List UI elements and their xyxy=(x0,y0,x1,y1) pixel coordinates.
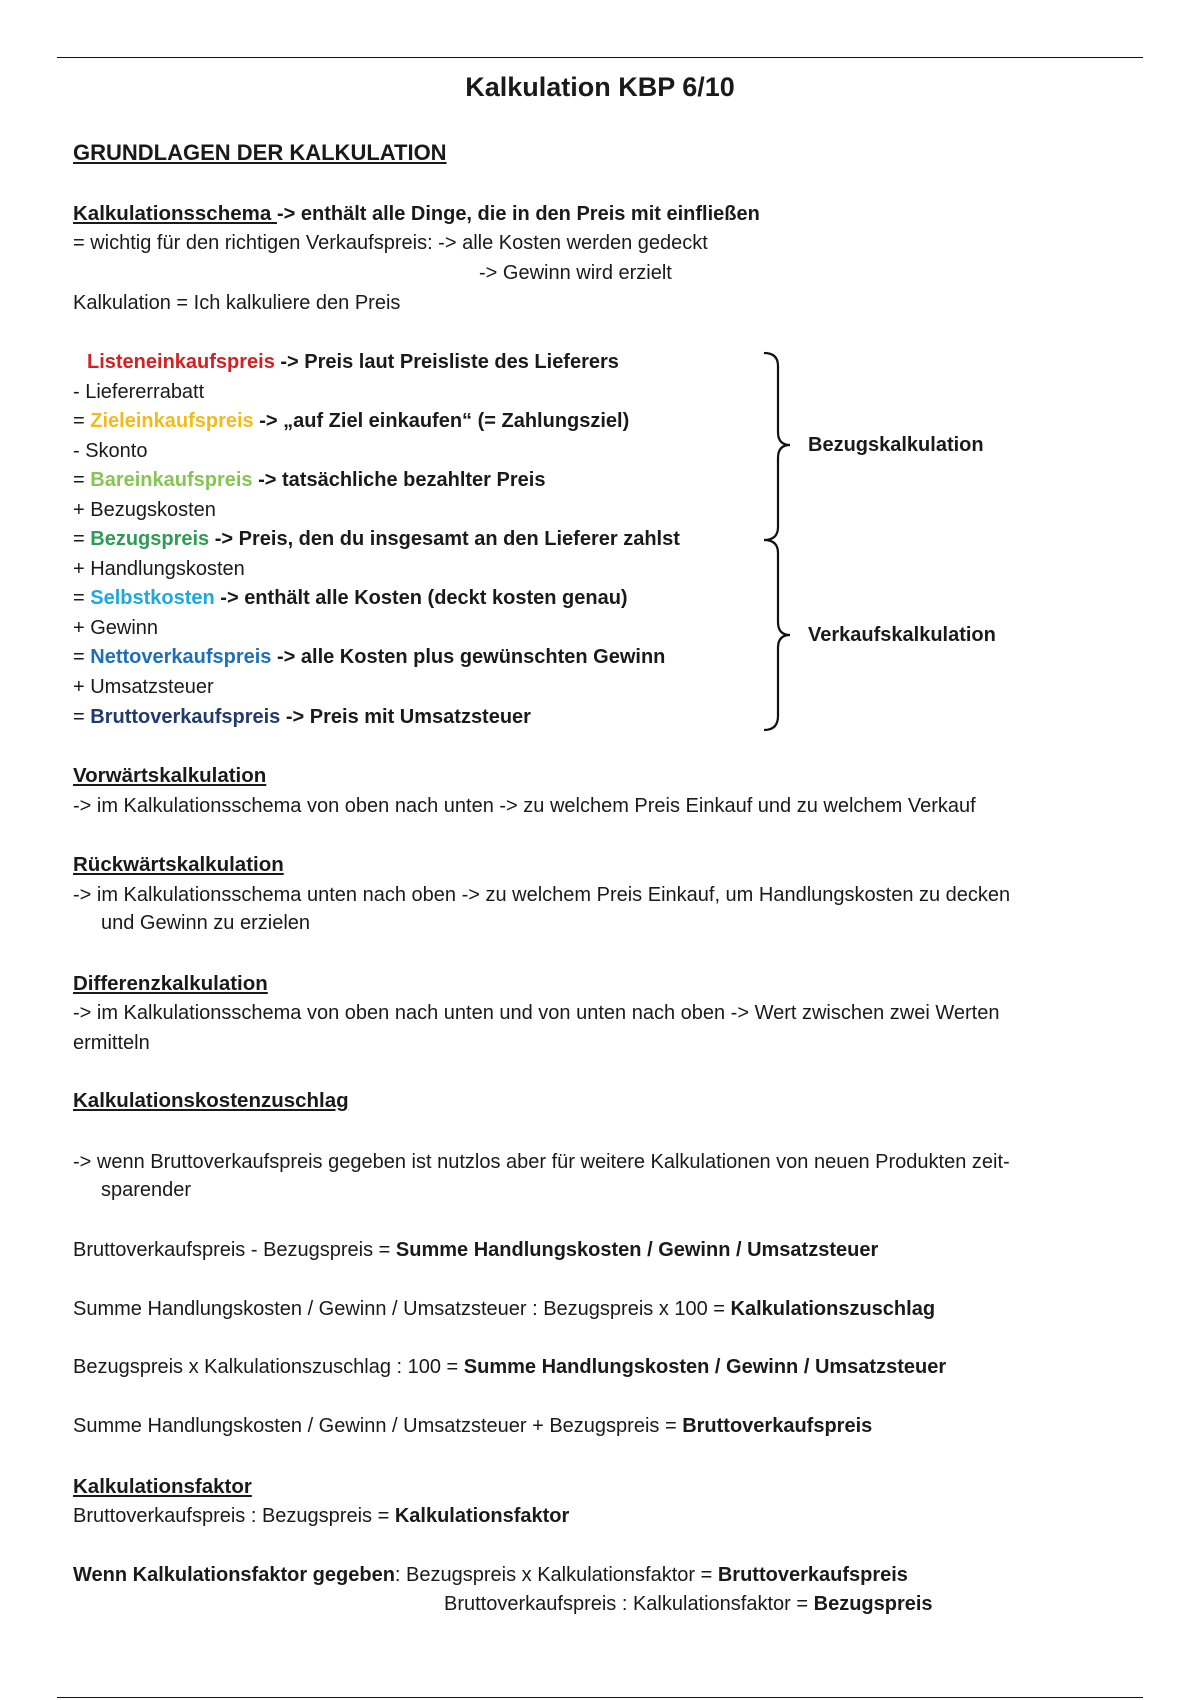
schema-row-umsatzsteuer: + Umsatzsteuer xyxy=(73,676,214,698)
faktor-given-2-left: Bruttoverkaufspreis : Kalkulationsfaktor = xyxy=(444,1593,814,1615)
text-differenzkalkulation: -> im Kalkulationsschema von oben nach unten und von unten nach oben -> Wert zwischen zwei Werten xyxy=(73,1002,1000,1024)
label-bezugskalkulation: Bezugskalkulation xyxy=(808,434,984,456)
schema-importance: = wichtig für den richtigen Verkaufspreis: -> alle Kosten werden gedeckt xyxy=(73,232,708,254)
formula-faktor-given xyxy=(73,1562,908,1588)
heading-kalkulationskostenzuschlag: Kalkulationskostenzuschlag xyxy=(73,1089,349,1112)
schema-importance-2: -> Gewinn wird erzielt xyxy=(479,262,672,284)
term-bareinkaufspreis: Bareinkaufspreis xyxy=(90,469,253,491)
term-nettoverkaufspreis: Nettoverkaufspreis xyxy=(90,646,272,668)
desc-selbstkosten: -> enthält alle Kosten (deckt kosten genau) xyxy=(214,587,628,609)
prefix: = xyxy=(73,469,91,491)
formula-1 xyxy=(73,1237,878,1263)
desc-bruttoverkaufspreis: -> Preis mit Umsatzsteuer xyxy=(280,706,531,728)
formula-4-left: Summe Handlungskosten / Gewinn / Umsatzsteuer + Bezugspreis = xyxy=(73,1415,683,1437)
section-heading: GRUNDLAGEN DER KALKULATION xyxy=(73,140,447,165)
schema-term: Kalkulationsschema xyxy=(73,202,277,225)
faktor-given-result: Bruttoverkaufspreis xyxy=(717,1564,908,1586)
text-rueckwaertskalkulation: -> im Kalkulationsschema unten nach oben -> zu welchem Preis Einkauf, um Handlungskosten zu decken xyxy=(73,884,1011,906)
page-title: Kalkulation KBP 6/10 xyxy=(465,72,735,102)
formula-2-result: Kalkulationszuschlag xyxy=(730,1298,936,1320)
desc-listeneinkaufspreis: -> Preis laut Preisliste des Lieferers xyxy=(274,351,619,373)
term-listeneinkaufspreis: Listeneinkaufspreis xyxy=(87,351,275,373)
prefix: = xyxy=(73,646,91,668)
formula-4-result: Bruttoverkaufspreis xyxy=(682,1415,873,1437)
bottom-rule xyxy=(57,1697,1143,1698)
formula-3-left: Bezugspreis x Kalkulationszuschlag : 100 = xyxy=(73,1356,464,1378)
term-selbstkosten: Selbstkosten xyxy=(90,587,215,609)
schema-row-liefererrabatt: - Liefererrabatt xyxy=(73,381,205,403)
text-zuschlag-2: sparender xyxy=(101,1179,192,1201)
text-differenzkalkulation-2: ermitteln xyxy=(73,1032,150,1054)
desc-zieleinkaufspreis: -> „auf Ziel einkaufen“ (= Zahlungsziel) xyxy=(253,410,630,432)
formula-1-result: Summe Handlungskosten / Gewinn / Umsatzsteuer xyxy=(395,1239,879,1261)
formula-3-result: Summe Handlungskosten / Gewinn / Umsatzsteuer xyxy=(463,1356,947,1378)
desc-bezugspreis: -> Preis, den du insgesamt an den Lieferer zahlst xyxy=(209,528,680,550)
formula-4 xyxy=(73,1413,872,1439)
brace-bezugskalkulation xyxy=(764,353,790,540)
schema-row-gewinn: + Gewinn xyxy=(73,617,159,639)
term-bezugspreis: Bezugspreis xyxy=(90,528,210,550)
faktor-given-label: Wenn Kalkulationsfaktor gegeben xyxy=(73,1564,395,1586)
schema-row-skonto: - Skonto xyxy=(73,440,148,462)
brace-verkaufskalkulation xyxy=(764,540,790,730)
faktor-given-2-result: Bezugspreis xyxy=(813,1593,933,1615)
formula-faktor-result: Kalkulationsfaktor xyxy=(394,1505,570,1527)
prefix: = xyxy=(73,410,91,432)
schema-term-definition: -> enthält alle Dinge, die in den Preis mit einfließen xyxy=(276,203,760,225)
kalkulation-definition: Kalkulation = Ich kalkuliere den Preis xyxy=(73,292,401,314)
term-zieleinkaufspreis: Zieleinkaufspreis xyxy=(90,410,254,432)
schema-row-handlungskosten: + Handlungskosten xyxy=(73,558,245,580)
formula-1-left: Bruttoverkaufspreis - Bezugspreis = xyxy=(73,1239,396,1261)
heading-differenzkalkulation: Differenzkalkulation xyxy=(73,972,268,995)
term-bruttoverkaufspreis: Bruttoverkaufspreis xyxy=(90,706,281,728)
heading-kalkulationsfaktor: Kalkulationsfaktor xyxy=(73,1475,252,1498)
formula-2-left: Summe Handlungskosten / Gewinn / Umsatzsteuer : Bezugspreis x 100 = xyxy=(73,1298,731,1320)
prefix: = xyxy=(73,587,91,609)
prefix: = xyxy=(73,706,91,728)
text-zuschlag: -> wenn Bruttoverkaufspreis gegeben ist nutzlos aber für weitere Kalkulationen von neuen Produkten zeit- xyxy=(73,1151,1010,1173)
formula-3 xyxy=(73,1354,946,1380)
desc-bareinkaufspreis: -> tatsächliche bezahlter Preis xyxy=(252,469,546,491)
prefix: = xyxy=(73,528,91,550)
faktor-given-left: : Bezugspreis x Kalkulationsfaktor = xyxy=(394,1564,718,1586)
desc-nettoverkaufspreis: -> alle Kosten plus gewünschten Gewinn xyxy=(271,646,666,668)
label-verkaufskalkulation: Verkaufskalkulation xyxy=(808,624,996,646)
formula-faktor xyxy=(73,1503,569,1529)
schema-row-bezugskosten: + Bezugskosten xyxy=(73,499,216,521)
heading-rueckwaertskalkulation: Rückwärtskalkulation xyxy=(73,853,284,876)
formula-faktor-given-2 xyxy=(444,1591,933,1617)
text-vorwaertskalkulation: -> im Kalkulationsschema von oben nach unten -> zu welchem Preis Einkauf und zu welchem Verkauf xyxy=(73,795,976,817)
formula-2 xyxy=(73,1296,935,1322)
formula-faktor-left: Bruttoverkaufspreis : Bezugspreis = xyxy=(73,1505,395,1527)
heading-vorwaertskalkulation: Vorwärtskalkulation xyxy=(73,764,267,787)
text-rueckwaertskalkulation-2: und Gewinn zu erzielen xyxy=(101,912,311,934)
